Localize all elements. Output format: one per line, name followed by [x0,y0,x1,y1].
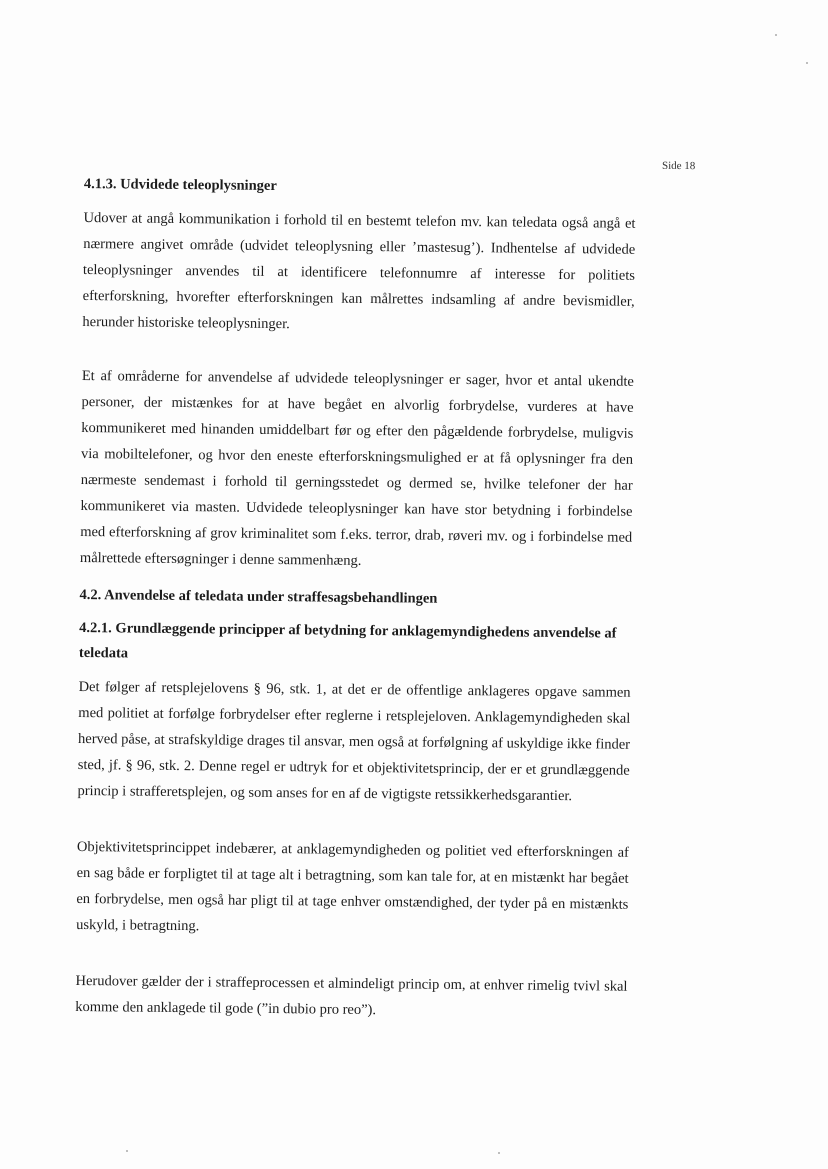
scan-speck [126,1150,128,1152]
section-heading-4-1-3: 4.1.3. Udvidede teleoplysninger [83,175,277,195]
document-body [75,172,636,1026]
section-heading-4-2: 4.2. Anvendelse af teledata under straffesagsbehandlingen [79,586,438,607]
paragraph: Herudover gælder der i straffeprocessen et almindeligt princip om, at enhver rimelig tvivl skal komme den anklagede til gode (”in dubio pro reo”). [75,972,628,1019]
page-number: Side 18 [661,159,696,173]
paragraph: Det følger af retsplejelovens § 96, stk. 1, at det er de offentlige anklageres opgave sammen med politiet at forfølge forbrydelser efter reglerne i retsplejeloven. Anklagemyndigheden skal herved påse, at strafskyldige drages til ansvar, men også at forfølgning af uskyldige ikke finder sted, jf. § 96, stk. 2. Denne regel er udtryk for et objektivitetsprincip, der er et grundlæggende princip i strafferetsplejen, og som anses for en af de vigtigste retssikkerhedsgarantier. [77,678,631,805]
paragraph: Udover at angå kommunikation i forhold til en bestemt telefon mv. kan teledata også angå et nærmere angivet område (udvidet teleoplysning eller ’mastesug’). Indhentelse af udvidede teleoplysninger anvendes til at identificere telefonnumre af interesse for politiets efterforskning, hvorefter efterforskningen kan målrettes indsamling af andre bevismidler, herunder historiske teleoplysninger. [82,209,636,333]
scan-speck [775,34,777,36]
paragraph: Objektivitetsprincippet indebærer, at anklagemyndigheden og politiet ved efterforskningen af en sag både er forpligtet til at tage alt i betragtning, som kan tale for, at en mistænkt har begået en forbrydelse, men også har pligt til at tage enhver omstændighed, der tyder på en mistænkts uskyld, i betragtning. [76,838,629,935]
scan-speck [498,1152,500,1154]
paragraph: Et af områderne for anvendelse af udvidede teleoplysninger er sager, hvor et antal ukendte personer, der mistænkes for at have begået en alvorlig forbrydelse, vurderes at have kommunikeret med hinanden umiddelbart før og efter den pågældende forbrydelse, muligvis via mobiltelefoner, og hvor den eneste efterforskningsmulighed er at få oplysninger fra den nærmeste sendemast i forhold til gerningsstedet og dermed se, hvilke telefoner der har kommunikeret via masten. Udvidede teleoplysninger kan have stor betydning i forbindelse med efterforskning af grov kriminalitet som f.eks. terror, drab, røveri mv. og i forbindelse med målrettede eftersøgninger i denne sammenhæng. [79,367,634,569]
scan-speck [806,62,808,64]
section-heading-4-2-1: 4.2.1. Grundlæggende principper af betydning for anklagemyndighedens anvendelse af teledata [78,619,617,662]
